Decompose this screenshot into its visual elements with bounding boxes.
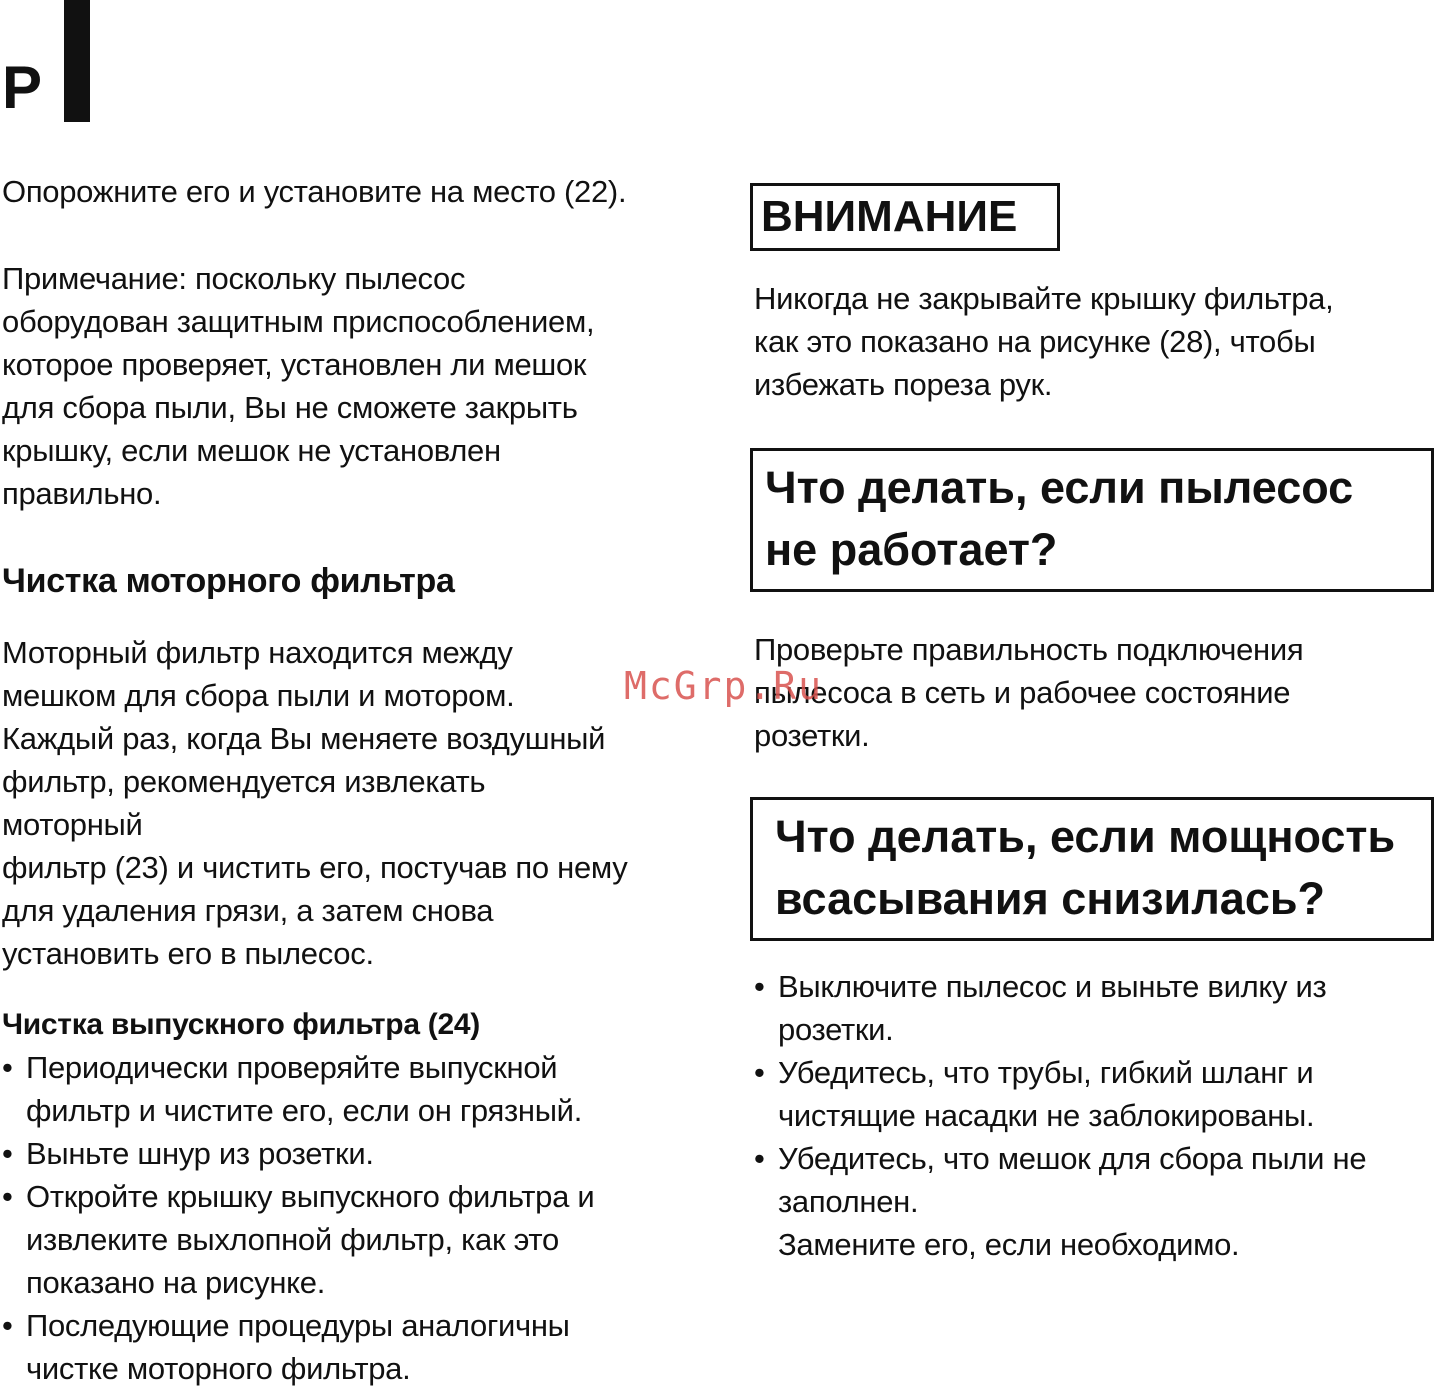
motor-line: Моторный фильтр находится между bbox=[2, 635, 513, 670]
note-line: для сбора пыли, Вы не сможете закрыть bbox=[2, 390, 578, 425]
motor-line: моторный bbox=[2, 807, 143, 842]
answer-not-working bbox=[750, 628, 1434, 757]
answer-line: розетки. bbox=[754, 718, 870, 753]
right-column bbox=[750, 170, 1434, 1266]
warning-line: избежать пореза рук. bbox=[754, 367, 1053, 402]
note-line: которое проверяет, установлен ли мешок bbox=[2, 347, 587, 382]
motor-line: для удаления грязи, а затем снова bbox=[2, 893, 494, 928]
question-line: Что делать, если пылесос bbox=[765, 462, 1354, 513]
warning-line: как это показано на рисунке (28), чтобы bbox=[754, 324, 1316, 359]
warning-paragraph bbox=[750, 277, 1434, 406]
question-line: Что делать, если мощность bbox=[775, 811, 1396, 862]
list-item: • Откройте крышку выпускного фильтра и извлеките выхлопной фильтр, как это показано на рисунке. bbox=[2, 1175, 702, 1304]
question-line: не работает? bbox=[765, 524, 1058, 575]
note-line: правильно. bbox=[2, 476, 162, 511]
note-paragraph bbox=[2, 257, 702, 515]
language-letter: Р bbox=[2, 54, 43, 121]
motor-line: Каждый раз, когда Вы меняете воздушный bbox=[2, 721, 606, 756]
motor-line: фильтр (23) и чистить его, постучав по нему bbox=[2, 850, 628, 885]
empty-bag-paragraph: Опорожните его и установите на место (22). bbox=[2, 174, 627, 209]
warning-line: Никогда не закрывайте крышку фильтра, bbox=[754, 281, 1334, 316]
motor-filter-heading: Чистка моторного фильтра bbox=[2, 562, 455, 600]
list-item: • Выключите пылесос и выньте вилку из розетки. bbox=[754, 965, 1434, 1051]
note-line: Примечание: поскольку пылесос bbox=[2, 261, 466, 296]
motor-line: фильтр, рекомендуется извлекать bbox=[2, 764, 486, 799]
answer-line: Проверьте правильность подключения bbox=[754, 632, 1304, 667]
list-item: • Последующие процедуры аналогичны чистке моторного фильтра. bbox=[2, 1304, 702, 1390]
question-box-not-working bbox=[750, 448, 1434, 592]
left-column bbox=[2, 170, 702, 1390]
note-line: оборудован защитным приспособлением, bbox=[2, 304, 595, 339]
question-line: всасывания снизилась? bbox=[775, 873, 1325, 924]
exhaust-filter-heading: Чистка выпускного фильтра (24) bbox=[2, 1008, 480, 1041]
answer-line: пылесоса в сеть и рабочее состояние bbox=[754, 675, 1291, 710]
motor-filter-paragraph bbox=[2, 631, 702, 975]
suction-checklist bbox=[750, 965, 1434, 1266]
list-item: • Выньте шнур из розетки. bbox=[2, 1132, 702, 1175]
motor-line: установить его в пылесос. bbox=[2, 936, 374, 971]
list-item: • Убедитесь, что мешок для сбора пыли не заполнен. Замените его, если необходимо. bbox=[754, 1137, 1434, 1266]
note-line: крышку, если мешок не установлен bbox=[2, 433, 501, 468]
question-box-suction bbox=[750, 797, 1434, 941]
warning-box: ВНИМАНИЕ bbox=[750, 183, 1060, 251]
motor-line: мешком для сбора пыли и мотором. bbox=[2, 678, 515, 713]
list-item: • Убедитесь, что трубы, гибкий шланг и чистящие насадки не заблокированы. bbox=[754, 1051, 1434, 1137]
exhaust-filter-list bbox=[2, 1046, 702, 1390]
list-item: • Периодически проверяйте выпускной фильтр и чистите его, если он грязный. bbox=[2, 1046, 702, 1132]
watermark: McGrp.Ru bbox=[624, 664, 824, 708]
language-bar bbox=[64, 0, 90, 122]
